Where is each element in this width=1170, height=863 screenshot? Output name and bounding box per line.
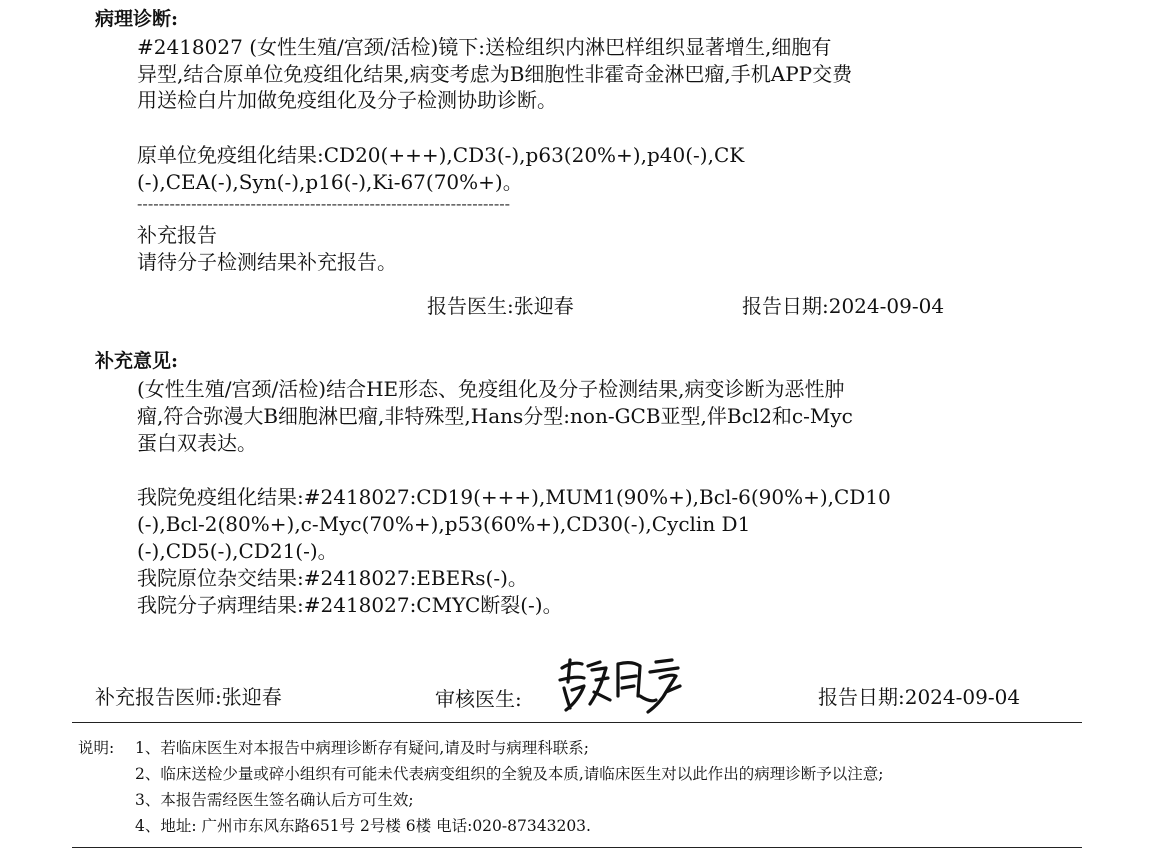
supplement-title: 补充报告 bbox=[137, 223, 217, 247]
our-ihc-line-3: (-),CD5(-),CD21(-)。 bbox=[137, 539, 338, 563]
note-2: 2、临床送检少量或碎小组织有可能未代表病变组织的全貌及本质,请临床医生对以此作出的病理诊断予以注意; bbox=[135, 765, 884, 783]
note-1: 1、若临床医生对本报告中病理诊断存有疑问,请及时与病理科联系; bbox=[135, 739, 590, 757]
our-ihc-line-2: (-),Bcl-2(80%+),c-Myc(70%+),p53(60%+),CD30(-),Cyclin D1 bbox=[137, 512, 751, 536]
ihc-line-2: (-),CEA(-),Syn(-),p16(-),Ki-67(70%+)。 bbox=[137, 169, 523, 194]
diagnosis-heading: 病理诊断: bbox=[95, 8, 179, 30]
footer-date: 报告日期:2024-09-04 bbox=[818, 685, 1021, 709]
bottom-divider bbox=[72, 847, 1082, 848]
molecular-result: 我院分子病理结果:#2418027:CMYC断裂(-)。 bbox=[137, 593, 563, 617]
supplement-text: 请待分子检测结果补充报告。 bbox=[137, 249, 397, 274]
note-3: 3、本报告需经医生签名确认后方可生效; bbox=[135, 791, 414, 809]
top-divider bbox=[72, 722, 1082, 723]
opinion-line-3: 蛋白双表达。 bbox=[137, 431, 257, 455]
ish-result: 我院原位杂交结果:#2418027:EBERs(-)。 bbox=[137, 566, 528, 590]
supp-doctor: 补充报告医师:张迎春 bbox=[95, 685, 282, 709]
diagnosis-line-1: #2418027 (女性生殖/宫颈/活检)镜下:送检组织内淋巴样组织显著增生,细胞有 bbox=[137, 35, 832, 59]
notes-label: 说明: bbox=[78, 739, 115, 757]
diagnosis-line-2: 异型,结合原单位免疫组化结果,病变考虑为B细胞性非霍奇金淋巴瘤,手机APP交费 bbox=[137, 61, 853, 86]
opinion-line-2: 瘤,符合弥漫大B细胞淋巴瘤,非特殊型,Hans分型:non-GCB亚型,伴Bcl2和c-Myc bbox=[137, 404, 853, 428]
reviewer-label: 审核医生: bbox=[435, 687, 522, 711]
ihc-line-1: 原单位免疫组化结果:CD20(+++),CD3(-),p63(20%+),p40(-),CK bbox=[137, 143, 745, 167]
note-4: 4、地址: 广州市东风东路651号 2号楼 6楼 电话:020-87343203. bbox=[135, 817, 591, 835]
opinion-line-1: (女性生殖/宫颈/活检)结合HE形态、免疫组化及分子检测结果,病变诊断为恶性肿 bbox=[137, 377, 845, 401]
our-ihc-line-1: 我院免疫组化结果:#2418027:CD19(+++),MUM1(90%+),Bcl-6(90%+),CD10 bbox=[137, 485, 891, 509]
separator-line: --------------------------------------------------------------------- bbox=[137, 194, 511, 213]
diagnosis-line-3: 用送检白片加做免疫组化及分子检测协助诊断。 bbox=[137, 88, 557, 112]
handwritten-signature bbox=[548, 652, 688, 720]
report-doctor: 报告医生:张迎春 bbox=[427, 294, 574, 318]
opinion-heading: 补充意见: bbox=[95, 350, 179, 372]
report-date: 报告日期:2024-09-04 bbox=[742, 294, 945, 318]
